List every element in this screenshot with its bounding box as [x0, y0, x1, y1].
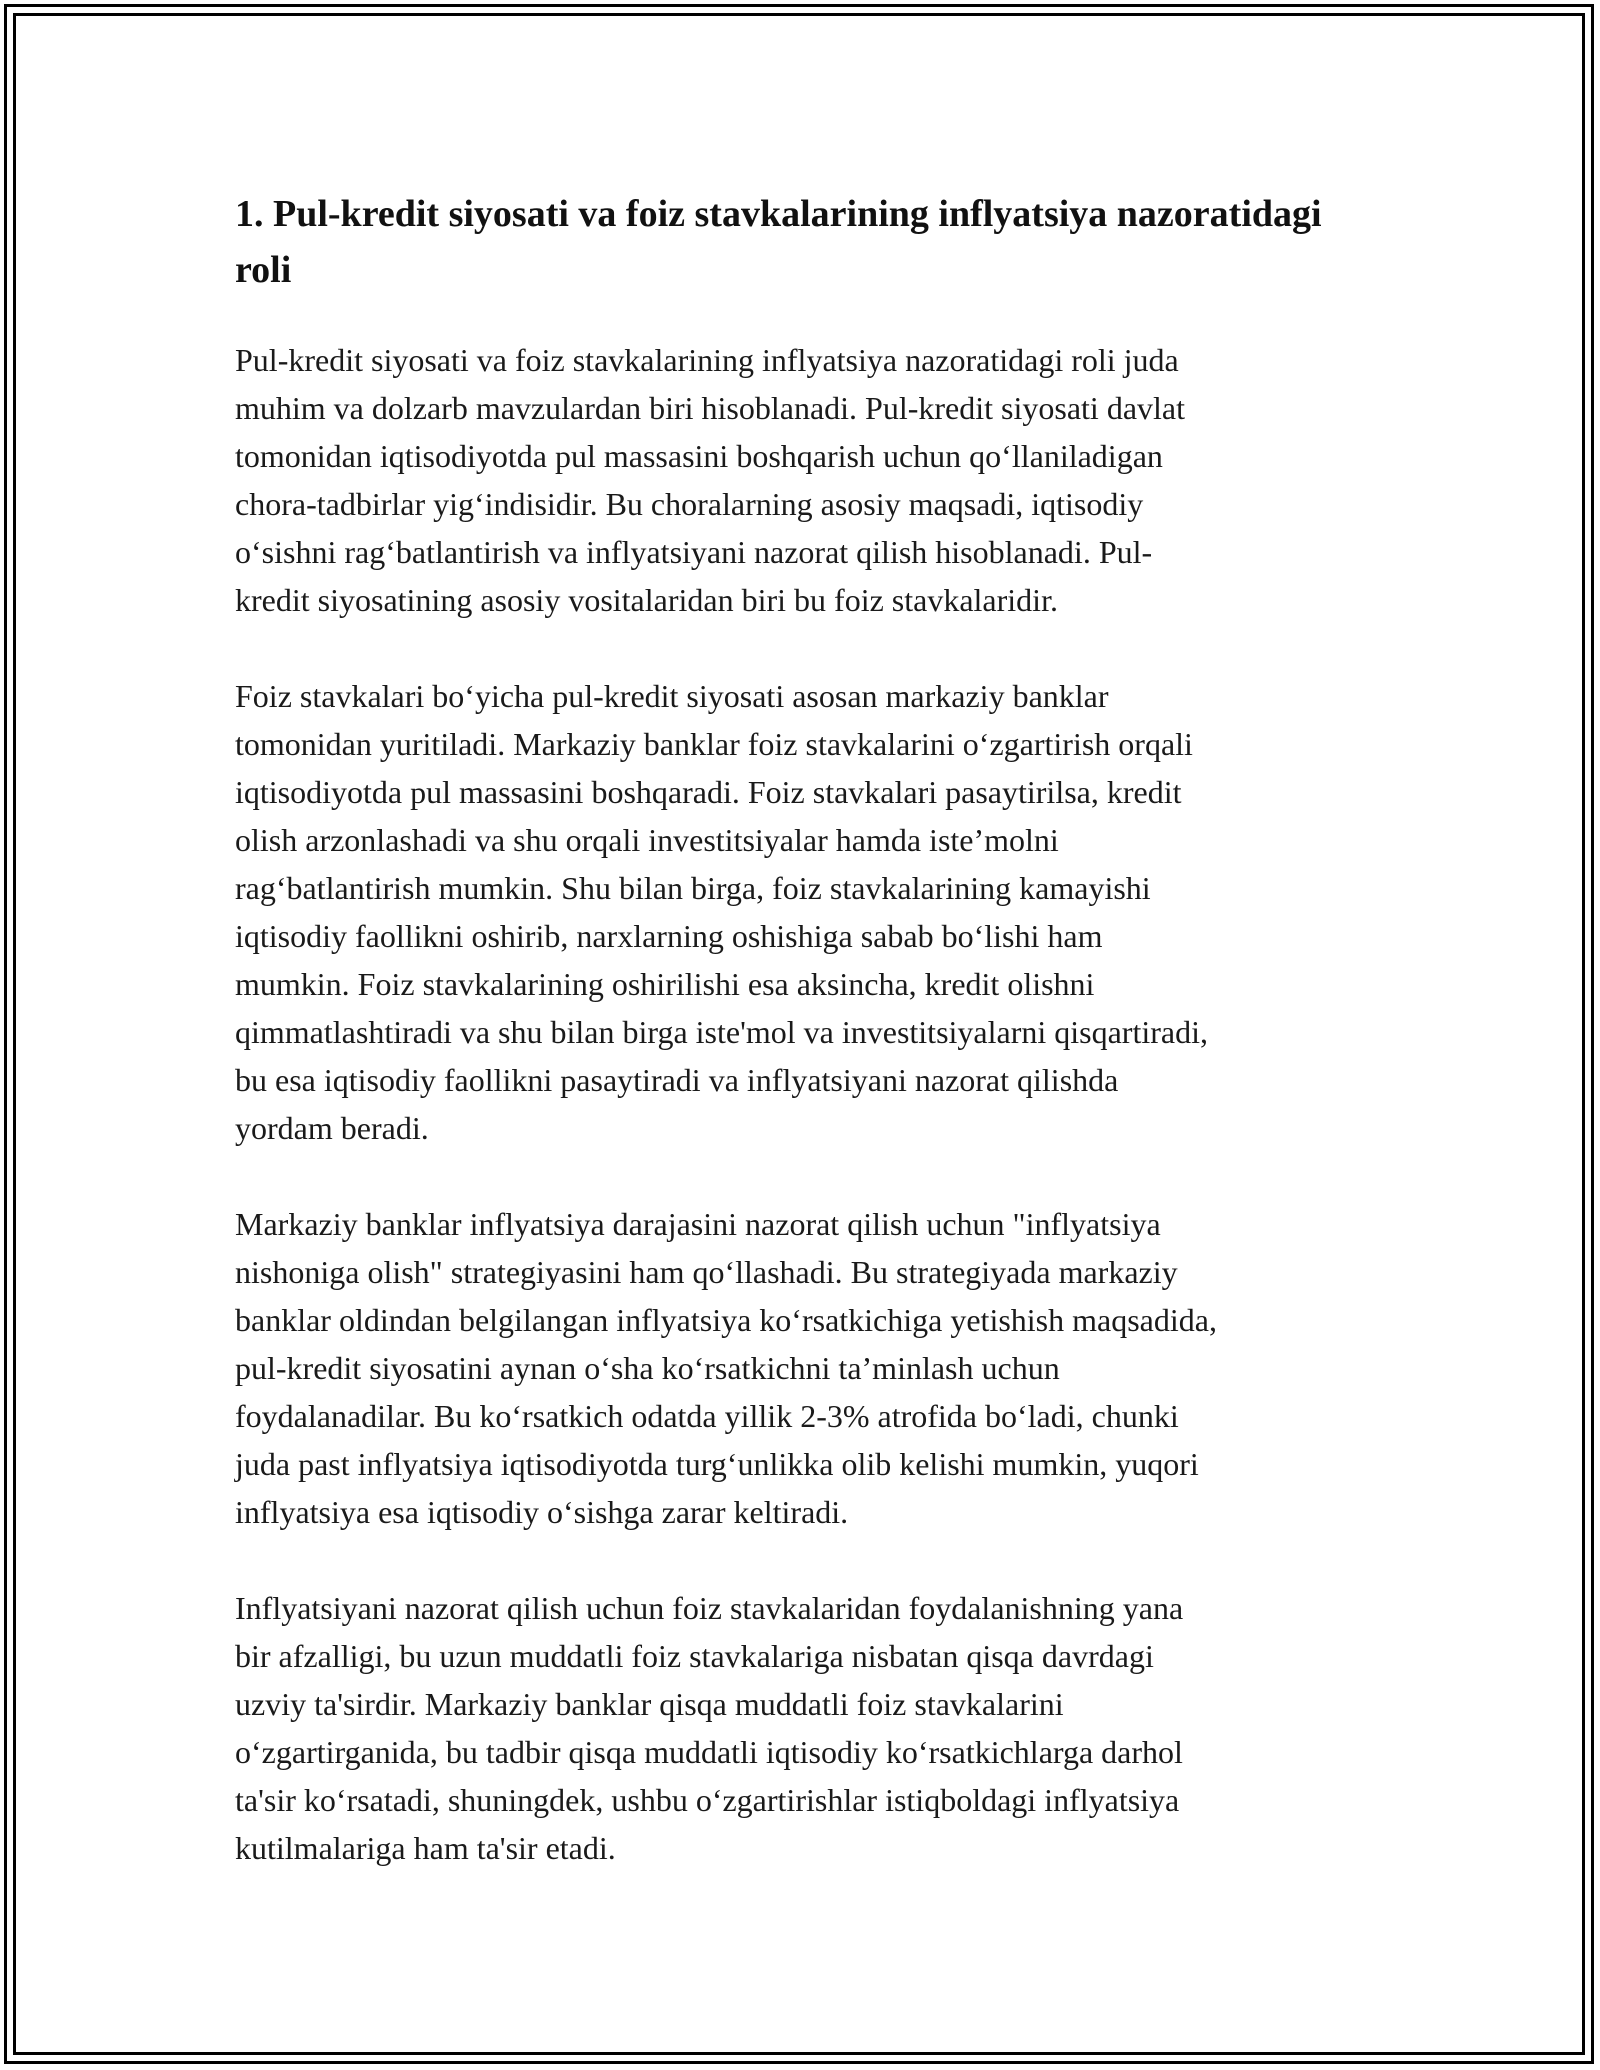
paragraph-4: Inflyatsiyani nazorat qilish uchun foiz stavkalaridan foydalanishning yana bir afzalligi, bu uzun muddatli foiz stavkalariga nisbatan qisqa davrdagi uzviy ta'sirdir. Markaziy banklar qisqa muddatli foiz stavkalarini o‘zgartirganida, bu tadbir qisqa muddatli iqtisodiy ko‘rsatkichlarga darhol ta'sir ko‘rsatadi, shuningdek, ushbu o‘zgartirishlar istiqboldagi inflyatsiya kutilmalariga ham ta'sir etadi. [235, 1590, 1184, 1866]
paragraph-1: Pul-kredit siyosati va foiz stavkalarining inflyatsiya nazoratidagi roli juda muhim va dolzarb mavzulardan biri hisoblanadi. Pul-kredit siyosati davlat tomonidan iqtisodiyotda pul massasini boshqarish uchun qo‘llaniladigan chora-tadbirlar yig‘indisidir. Bu choralarning asosiy maqsadi, iqtisodiy o‘sishni rag‘batlantirish va inflyatsiyani nazorat qilish hisoblanadi. Pul- kredit siyosatining asosiy vositalaridan biri bu foiz stavkalaridir. [235, 342, 1185, 618]
document-body [235, 186, 1370, 1920]
paragraph-3: Markaziy banklar inflyatsiya darajasini nazorat qilish uchun "inflyatsiya nishoniga olish" strategiyasini ham qo‘llashadi. Bu strategiyada markaziy banklar oldindan belgilangan inflyatsiya ko‘rsatkichiga yetishish maqsadida, pul-kredit siyosatini aynan o‘sha ko‘rsatkichni ta’minlash uchun foydalanadilar. Bu ko‘rsatkich odatda yillik 2-3% atrofida bo‘ladi, chunki juda past inflyatsiya iqtisodiyotda turg‘unlikka olib kelishi mumkin, yuqori inflyatsiya esa iqtisodiy o‘sishga zarar keltiradi. [235, 1206, 1217, 1530]
paragraph-2: Foiz stavkalari bo‘yicha pul-kredit siyosati asosan markaziy banklar tomonidan yuritiladi. Markaziy banklar foiz stavkalarini o‘zgartirish orqali iqtisodiyotda pul massasini boshqaradi. Foiz stavkalari pasaytirilsa, kredit olish arzonlashadi va shu orqali investitsiyalar hamda iste’molni rag‘batlantirish mumkin. Shu bilan birga, foiz stavkalarining kamayishi iqtisodiy faollikni oshirib, narxlarning oshishiga sabab bo‘lishi ham mumkin. Foiz stavkalarining oshirilishi esa aksincha, kredit olishni qimmatlashtiradi va shu bilan birga iste'mol va investitsiyalarni qisqartiradi, bu esa iqtisodiy faollikni pasaytiradi va inflyatsiyani nazorat qilishda yordam beradi. [235, 678, 1208, 1146]
section-title: 1. Pul-kredit siyosati va foiz stavkalarining inflyatsiya nazoratidagi roli [235, 193, 1322, 291]
